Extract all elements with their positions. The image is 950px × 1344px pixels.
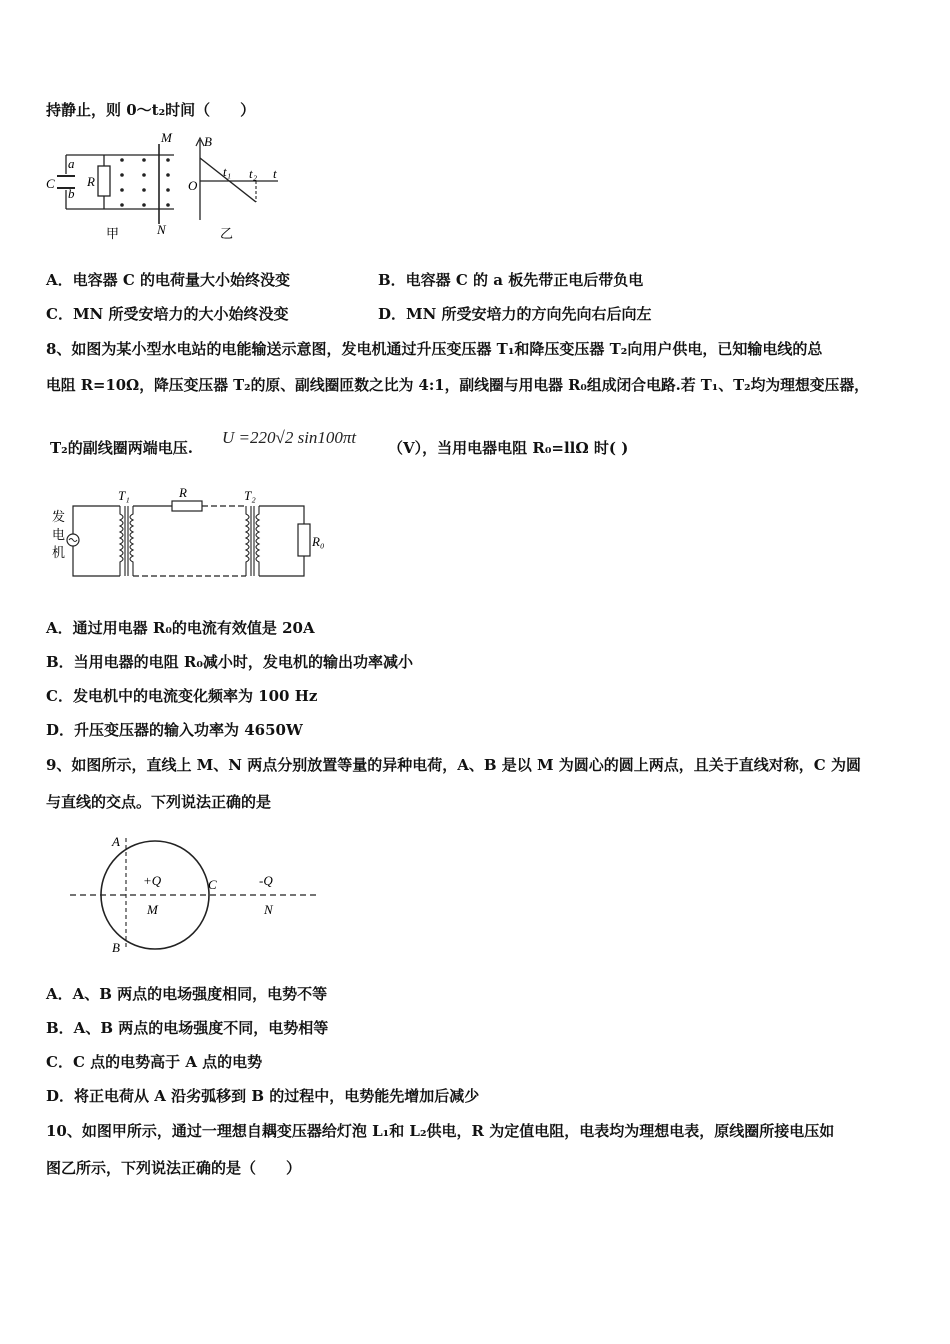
q8-option-b: B．当用电器的电阻 R₀减小时，发电机的输出功率减小 xyxy=(46,653,413,671)
load-resistor-r0 xyxy=(298,524,310,556)
label-point-c: C xyxy=(208,877,217,892)
q10-stem-line2: 图乙所示，下列说法正确的是（ ） xyxy=(46,1159,302,1177)
q10-stem-line1: 10、如图甲所示，通过一理想自耦变压器给灯泡 L₁和 L₂供电，R 为定值电阻，电表均为理想电表，原线圈所接电压如 xyxy=(46,1122,835,1140)
q8-voltage-formula: U =220√2 sin100πt xyxy=(222,428,357,447)
q8-stem-line3-pre: T₂的副线圈两端电压. xyxy=(50,439,193,457)
label-r: R xyxy=(87,174,95,189)
caption-jia: 甲 xyxy=(106,227,120,242)
t1-secondary-coil xyxy=(130,506,133,576)
q9-option-b: B．A、B 两点的电场强度不同，电势相等 xyxy=(46,1019,329,1037)
label-m: M xyxy=(161,130,172,145)
label-r0: R₀ xyxy=(312,534,325,549)
q7-option-b: B．电容器 C 的 a 板先带正电后带负电 xyxy=(378,271,644,289)
label-n: N xyxy=(264,902,273,917)
t1-primary-coil xyxy=(120,506,123,576)
label-t: t xyxy=(273,166,277,181)
q9-option-d: D．将正电荷从 A 沿劣弧移到 B 的过程中，电势能先增加后减少 xyxy=(46,1087,480,1105)
magnetic-field-dots xyxy=(120,158,170,207)
q8-option-d: D．升压变压器的输入功率为 4650W xyxy=(46,721,303,739)
q7-figure-jia xyxy=(44,130,194,242)
label-minus-q: -Q xyxy=(259,873,273,888)
generator-label-3: 机 xyxy=(52,546,66,561)
q7-option-c: C．MN 所受安培力的大小始终没变 xyxy=(46,305,289,323)
q9-stem-line1: 9、如图所示，直线上 M、N 两点分别放置等量的异种电荷，A、B 是以 M 为圆心的圆上两点，且关于直线对称，C 为圆 xyxy=(46,756,861,774)
t2-secondary-coil xyxy=(256,506,259,576)
label-t2: t₂ xyxy=(249,166,258,181)
label-t1: T₁ xyxy=(118,488,130,503)
generator-label-2: 电 xyxy=(52,528,66,543)
q7-option-a: A．电容器 C 的电荷量大小始终没变 xyxy=(46,271,291,289)
label-n: N xyxy=(157,222,166,237)
q8-stem-line3-post: （V），当用电器电阻 R₀=llΩ 时( ) xyxy=(388,439,629,457)
q7-stem-tail: 持静止，则 0～t₂时间（ ） xyxy=(46,101,256,119)
label-m: M xyxy=(147,902,158,917)
q9-figure xyxy=(66,828,326,958)
label-point-a: A xyxy=(112,834,120,849)
caption-yi: 乙 xyxy=(220,227,234,242)
label-a: a xyxy=(68,156,75,171)
q9-option-c: C．C 点的电势高于 A 点的电势 xyxy=(46,1053,263,1071)
q9-stem-line2: 与直线的交点。下列说法正确的是 xyxy=(46,793,272,811)
q7-figure-yi xyxy=(186,130,286,242)
q8-stem-line2: 电阻 R=10Ω，降压变压器 T₂的原、副线圈匝数之比为 4:1，副线圈与用电器 R₀组成闭合电路.若 T₁、T₂均为理想变压器， xyxy=(46,377,869,394)
q8-stem-line1: 8、如图为某小型水电站的电能输送示意图，发电机通过升压变压器 T₁和降压变压器 T₂向用户供电，已知输电线的总 xyxy=(46,340,823,358)
label-t1: t₁ xyxy=(223,164,232,179)
t2-primary-coil xyxy=(246,506,249,576)
line-resistor-r xyxy=(172,501,202,511)
label-t2: T₂ xyxy=(244,488,256,503)
label-plus-q: +Q xyxy=(143,873,162,888)
label-point-b: B xyxy=(112,940,120,955)
label-c: C xyxy=(46,176,55,191)
q8-circuit-figure xyxy=(46,484,336,584)
label-b: b xyxy=(68,186,75,201)
label-r: R xyxy=(179,485,187,500)
q8-option-c: C．发电机中的电流变化频率为 100 Hz xyxy=(46,687,318,705)
resistor-r xyxy=(98,166,110,196)
label-origin: O xyxy=(188,178,198,193)
label-axis-b: B xyxy=(204,134,212,149)
q9-option-a: A．A、B 两点的电场强度相同，电势不等 xyxy=(46,985,328,1003)
q7-option-d: D．MN 所受安培力的方向先向右后向左 xyxy=(378,305,652,323)
generator-label-1: 发 xyxy=(52,510,66,525)
q8-option-a: A．通过用电器 R₀的电流有效值是 20A xyxy=(46,619,315,637)
